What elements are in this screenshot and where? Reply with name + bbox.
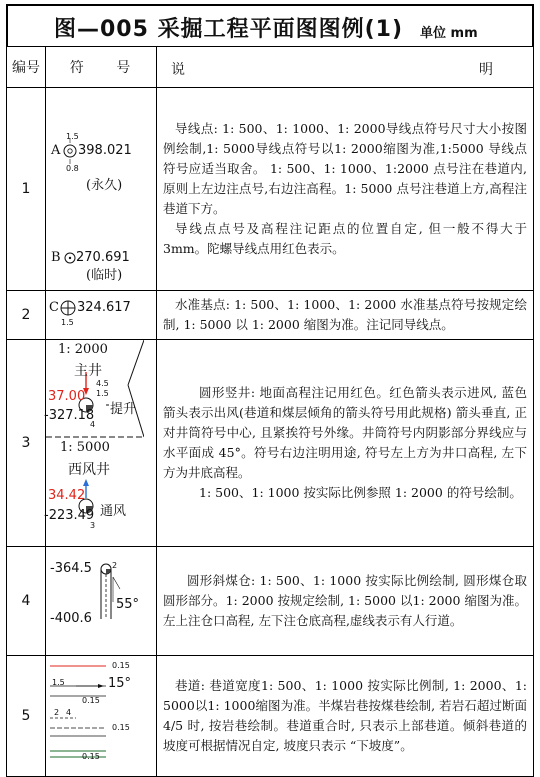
header-description [157,47,534,88]
table-row [7,656,534,777]
bottom-elevation: -400.6 [50,611,92,626]
dim-label: 1.5 [61,318,74,327]
dim-label: 4.5 [96,379,109,388]
point-letter: C [49,300,59,315]
shaft-name: 主井 [74,363,102,379]
line-weight-label: 0.15 [112,661,130,670]
elevation-label: 270.691 [76,250,130,265]
elevation-label: 324.617 [77,300,131,315]
line-weight-label: 0.15 [112,723,130,732]
bottom-elevation: -327.18 [44,408,95,423]
surface-elevation: 37.00 [48,389,86,404]
dim-label: 1.5 [52,678,65,687]
row-number: 1 [7,88,46,291]
description-paragraph: 圆形斜煤仓: 1: 500、1: 1000 按实际比例绘制, 圆形煤仓取圆形部分。1: 2000 按规定绘制, 1: 5000 以1: 2000 缩图为准。左上注仓口高程, 左下注仓底高程,虚线表示有人行道。 [163,573,527,628]
scale-label: 1: 2000 [58,342,108,357]
header-number: 编号 [7,47,46,88]
dim-label: 4 [90,420,96,429]
row-number: 2 [7,291,46,340]
description-paragraph: 巷道: 巷道宽度1: 500、1: 1000 按实际比例制, 1: 2000、1: 5000以1: 1000缩图为准。半煤岩巷按煤巷绘制, 若岩石超过断面 4/5 时, 按岩巷绘制。巷道重合时, 只表示上部巷道。倾斜巷道的坡度可根据情况自定, 坡度只表示 “下坡度”。 [163,678,527,753]
description-paragraph: 1: 500、1: 1000 按实际比例参照 1: 2000 的符号绘制。 [199,485,522,500]
dim-label: 1.5 [96,389,109,398]
row-description [157,88,534,291]
line-weight-label: 0.15 [82,752,100,761]
row-description [157,340,534,547]
dim-label: 2 [54,708,60,717]
row-description [157,547,534,656]
table-row [7,547,534,656]
description-paragraph: 圆形竖井: 地面高程注记用红色。红色箭头表示进风, 蓝色箭头表示出风(巷道和煤层倾角的箭头符号用此规格) 箭头垂直, 正对井筒符号中心, 且紧挨符号外缘。井筒符号内阴影部分界线应与水平面成 45°。符号右边注明用途, 符号左上方为井口高程, 左下方为井底高程。 [163,385,527,480]
description-paragraph: 水准基点: 1: 500、1: 1000、1: 2000 水准基点符号按规定绘制, 1: 5000 以 1: 2000 缩图为准。注记同导线点。 [163,297,527,332]
legend-table [6,46,534,777]
header-symbol: 符 号 [46,47,157,88]
table-row [7,340,534,547]
scale-label: 1: 5000 [60,440,110,455]
row-description [157,656,534,777]
header-row [7,47,534,88]
surface-elevation: 34.42 [48,488,86,503]
point-letter: A [51,143,61,158]
dim-label: 4 [66,708,72,717]
angle-label: 55° [116,597,140,612]
title-bar [6,4,534,46]
header-desc-left: 说 [171,62,185,78]
line-weight-label: 0.15 [82,696,100,705]
row-number: 5 [7,656,46,777]
description-paragraph: 导线点点号及高程注记距点的位置自定, 但一般不得大于 3mm。陀螺导线点用红色表示。 [163,221,527,256]
dim-label: 2 [112,561,118,570]
point-letter: B [51,250,61,265]
table-row [7,291,534,340]
page-title: 图—005 采掘工程平面图图例(1) [54,17,403,42]
slope-angle: 15° [108,676,132,691]
benchmark-symbol [46,291,157,340]
row-number: 4 [7,547,46,656]
shaft-symbol [46,340,157,547]
coal-bunker-symbol [46,547,157,656]
temporary-label: (临时) [86,268,123,283]
header-desc-right: 明 [479,62,493,78]
roadway-symbol [46,656,157,777]
row-description [157,291,534,340]
traverse-point-symbol [46,88,157,291]
dim-label: 0.8 [66,164,79,173]
shaft-purpose: 提升 [110,402,137,417]
unit-label: 单位 mm [420,26,478,41]
permanent-label: (永久) [86,178,123,193]
description-paragraph: 导线点: 1: 500、1: 1000、1: 2000导线点符号尺寸大小按图例绘制,1: 5000导线点符号以1: 2000缩图为准,1:5000 导线点符号应适当取舍。 1: 500、1: 1000、1:2000 点号注在巷道内, 原则上左边注点号,右边注高程。1: 5000 点号注巷道上方,高程注巷道下方。 [163,121,527,216]
dim-label: 1.5 [66,132,79,141]
mouth-elevation: -364.5 [50,561,92,576]
shaft-name: 西风井 [68,462,110,478]
shaft-purpose: 通风 [100,504,127,519]
bottom-elevation: -223.49 [44,508,95,523]
row-number: 3 [7,340,46,547]
table-row [7,88,534,291]
dim-label: 3 [90,521,96,530]
elevation-label: 398.021 [78,143,132,158]
